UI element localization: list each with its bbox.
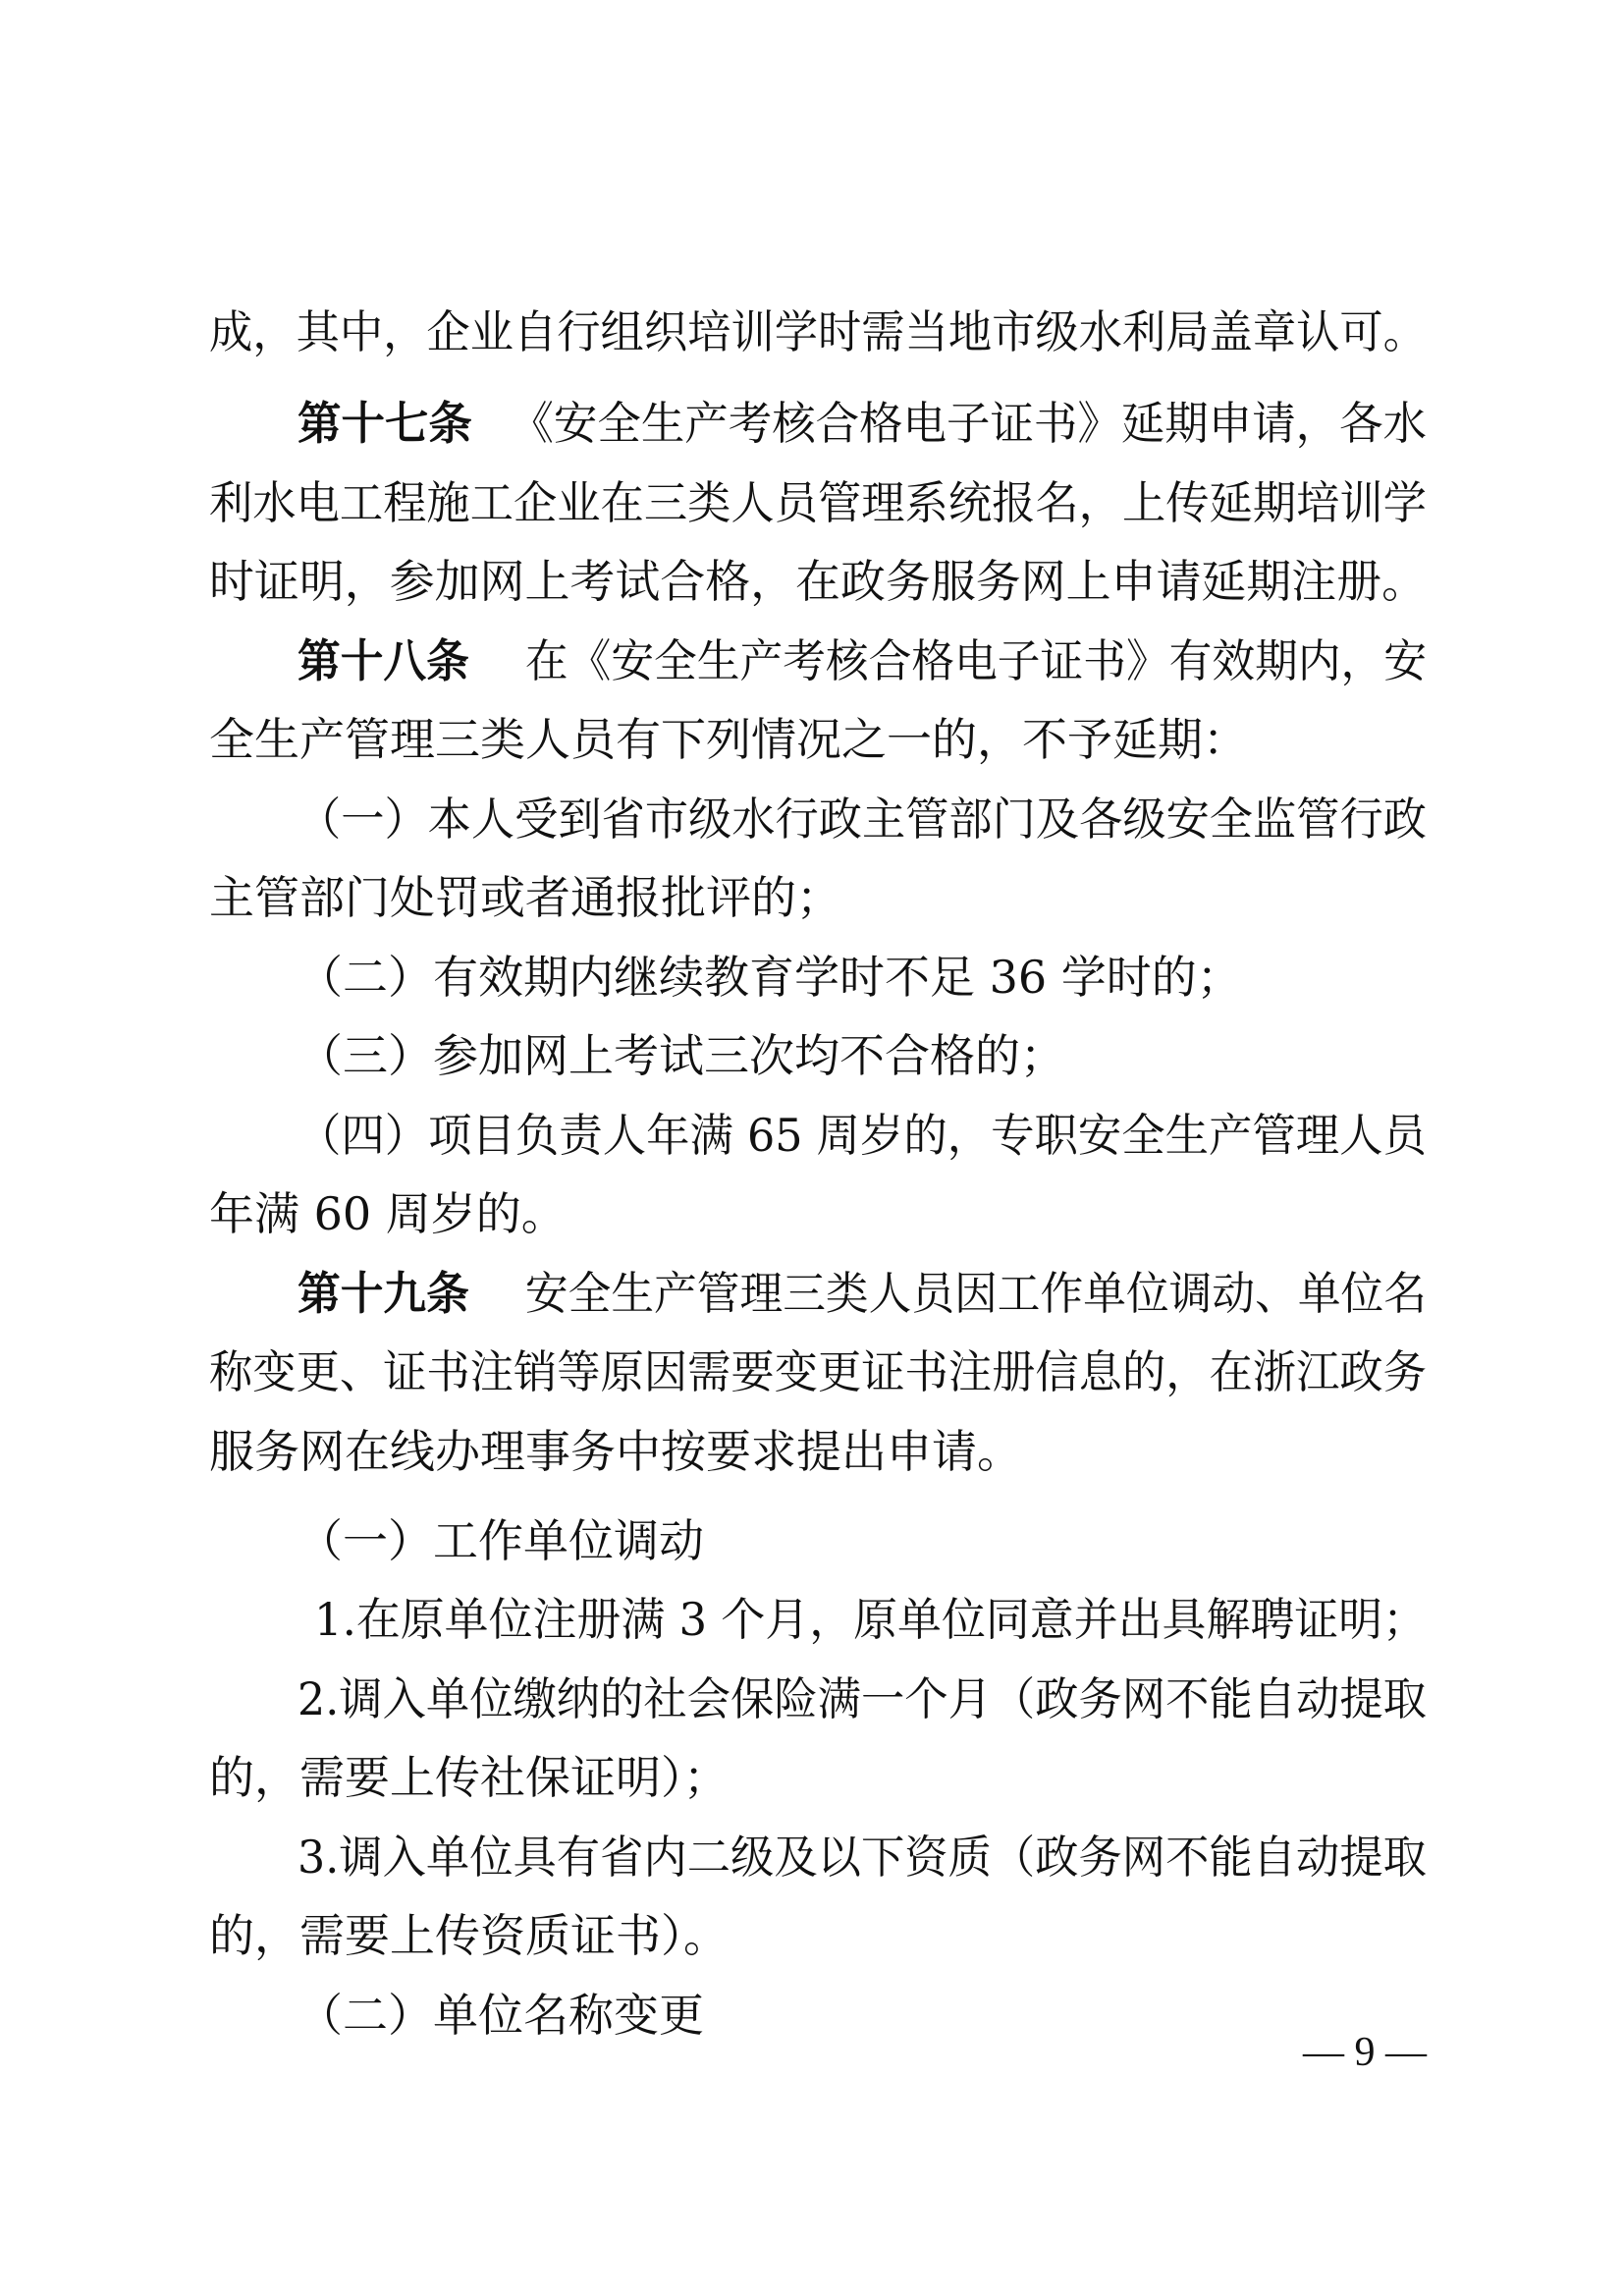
line-text: 的，需要上传资质证书）。 <box>209 1909 729 1962</box>
page-number: — 9 — <box>1303 2030 1427 2075</box>
line-text: （一）工作单位调动 <box>298 1514 704 1567</box>
line-text: 服务网在线办理事务中按要求提出申请。 <box>209 1425 1022 1478</box>
line-text: （一）本人受到省市级水行政主管部门及各级安全监管行政 <box>298 793 1427 846</box>
article-heading-line <box>15 622 1623 700</box>
line-text: 安全生产管理三类人员因工作单位调动、单位名 <box>524 1267 1427 1320</box>
line-text: （二）有效期内继续教育学时不足 36 学时的； <box>298 951 1242 1004</box>
line-text: （四）项目负责人年满 65 周岁的，专职安全生产管理人员 <box>298 1109 1427 1162</box>
article-heading-line <box>15 1254 1623 1333</box>
text-line <box>0 1896 1623 1975</box>
text-line <box>8 1333 1623 1411</box>
line-text: 的，需要上传社保证明）； <box>209 1751 729 1804</box>
line-text: 利水电工程施工企业在三类人员管理系统报名，上传延期培训学 <box>209 476 1427 529</box>
text-line <box>0 1175 1623 1253</box>
line-text: 1.在原单位注册满 3 个月，原单位同意并出具解聘证明； <box>314 1593 1428 1646</box>
text-line <box>11 1818 1623 1896</box>
line-text: 主管部门处罚或者通报批评的； <box>209 871 841 924</box>
text-line <box>0 938 1623 1016</box>
text-line <box>11 1660 1623 1738</box>
text-line <box>0 1412 1623 1491</box>
text-line <box>11 1096 1623 1175</box>
text-line <box>0 1502 1623 1580</box>
line-text: 称变更、证书注销等原因需要变更证书注册信息的，在浙江政务 <box>209 1345 1427 1398</box>
text-line <box>0 1738 1623 1817</box>
text-line <box>0 700 1623 779</box>
article-label: 第十九条 <box>298 1267 469 1320</box>
text-line <box>0 1016 1623 1095</box>
line-text: 年满 60 周岁的。 <box>209 1187 567 1240</box>
article-label: 第十七条 <box>298 397 472 450</box>
text-line <box>8 1580 1623 1659</box>
article-heading-line <box>10 384 1623 463</box>
line-text: 在《安全生产考核合格电子证书》有效期内，安 <box>524 634 1427 687</box>
line-text: 时证明，参加网上考试合格，在政务服务网上申请延期注册。 <box>209 555 1428 608</box>
line-text: 全生产管理三类人员有下列情况之一的，不予延期： <box>209 713 1248 766</box>
text-line <box>0 542 1623 621</box>
text-line <box>12 780 1623 858</box>
text-line <box>8 464 1623 542</box>
article-label: 第十八条 <box>298 634 469 687</box>
line-text: （二）单位名称变更 <box>298 1989 704 2042</box>
line-text: （三）参加网上考试三次均不合格的； <box>298 1029 1065 1082</box>
text-line <box>0 858 1623 937</box>
line-text: 《安全生产考核合格电子证书》延期申请，各水 <box>510 397 1428 450</box>
line-text: 2.调入单位缴纳的社会保险满一个月（政务网不能自动提取 <box>298 1672 1427 1725</box>
line-text: 成，其中，企业自行组织培训学时需当地市级水利局盖章认可。 <box>209 305 1427 358</box>
line-text: 3.调入单位具有省内二级及以下资质（政务网不能自动提取 <box>298 1831 1427 1884</box>
text-line <box>8 293 1623 371</box>
